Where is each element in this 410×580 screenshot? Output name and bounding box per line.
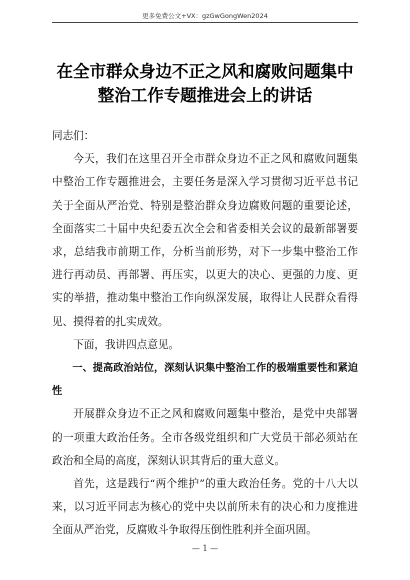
paragraph-opening: 今天，我们在这里召开全市群众身边不正之风和腐败问题集中整治工作专题推进会，主要任务是深入学习贯彻习近平总书记关于全面从严治党、特别是整治群众身边腐败问题的重要论述，全面落实二十届中央纪委五次全会和省委相关会议的最新部署要求，总结我市前期工作，分析当前形势，对下一步集中整治工作进行再动员、再部署、再压实，以更大的决心、更强的力度、更实的举措，推动集中整治工作向纵深发展，取得让人民群众看得见、摸得着的扎实成效。 bbox=[52, 153, 358, 328]
document-title bbox=[0, 60, 410, 108]
title-line-1: 在全市群众身边不正之风和腐败问题集中 bbox=[56, 62, 354, 81]
page-header: 更多免费公文+VX：gzGwGongWen2024 bbox=[142, 12, 268, 20]
salutation: 同志们： bbox=[52, 130, 95, 142]
title-line-2: 整治工作专题推进会上的讲话 bbox=[97, 86, 313, 105]
page-number: — 1 — bbox=[191, 544, 219, 553]
document-body bbox=[52, 125, 358, 543]
paragraph-outline: 下面，我讲四点意见。 bbox=[73, 338, 180, 351]
paragraph-section1-1: 开展群众身边不正之风和腐败问题集中整治，是党中央部署的一项重大政治任务。全市各级党组织和广大党员干部必须站在政治和全局的高度，深刻认识其背后的重大意义。 bbox=[52, 408, 358, 467]
paragraph-section1-2: 首先，这是践行“两个维护”的重大政治任务。党的十八大以来，以习近平同志为核心的党中央以前所未有的决心和力度推进全面从严治党，反腐败斗争取得压倒性胜利并全面巩固。 bbox=[52, 478, 358, 537]
section-heading-1: 一、提高政治站位，深刻认识集中整治工作的极端重要性和紧迫性 bbox=[52, 363, 358, 398]
header-divider bbox=[52, 22, 358, 23]
